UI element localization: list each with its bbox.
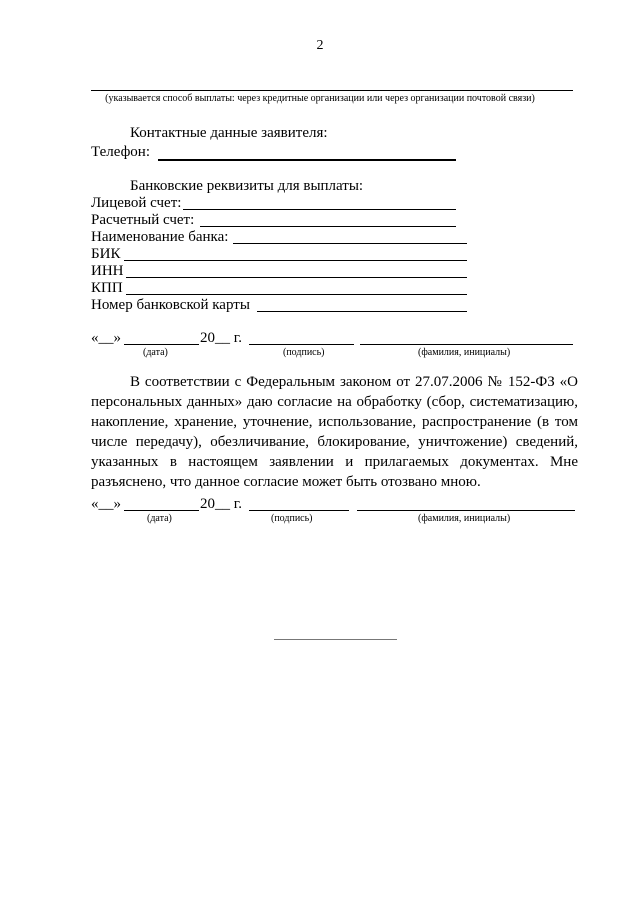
date-year-2: 20__ г. xyxy=(200,496,242,512)
signature-field-2[interactable] xyxy=(249,510,349,511)
card-number-field[interactable] xyxy=(257,311,467,312)
date-month-field-2[interactable] xyxy=(124,510,199,511)
settlement-account-field[interactable] xyxy=(200,226,456,227)
consent-paragraph xyxy=(91,372,578,492)
bank-name-label: Наименование банка: xyxy=(91,229,229,245)
consent-text: В соответствии с Федеральным законом от 27.07.2006 № 152-ФЗ «О персональных данных» даю согласие на обработку (сбор, систематизацию, накопление, хранение, уточнение, использование, распространение (в том числе передачу), обезличивание, блокирование, уничтожение) сведений, указанных в настоящем заявлении и прилагаемых документах. Мне разъяснено, что данное согласие может быть отозвано мною. xyxy=(91,374,578,490)
card-number-label: Номер банковской карты xyxy=(91,297,250,313)
kpp-field[interactable] xyxy=(126,294,467,295)
end-separator xyxy=(274,639,397,640)
account-field[interactable] xyxy=(183,209,456,210)
date-day-1: «__» xyxy=(91,330,121,346)
settlement-account-label: Расчетный счет: xyxy=(91,212,195,228)
signature-caption-1: (подпись) xyxy=(283,347,325,358)
payment-method-line[interactable] xyxy=(91,90,573,91)
bank-name-field[interactable] xyxy=(233,243,467,244)
date-day-2: «__» xyxy=(91,496,121,512)
contact-heading: Контактные данные заявителя: xyxy=(130,125,328,141)
signature-field-1[interactable] xyxy=(249,344,354,345)
kpp-label: КПП xyxy=(91,280,123,296)
date-month-field-1[interactable] xyxy=(124,344,199,345)
date-year-1: 20__ г. xyxy=(200,330,242,346)
signature-caption-2: (подпись) xyxy=(271,513,313,524)
name-caption-2: (фамилия, инициалы) xyxy=(418,513,511,524)
date-caption-2: (дата) xyxy=(147,513,172,524)
bik-label: БИК xyxy=(91,246,121,262)
inn-field[interactable] xyxy=(126,277,467,278)
name-field-2[interactable] xyxy=(357,510,575,511)
payment-method-hint: (указывается способ выплаты: через кредитные организации или через организации почтовой связи) xyxy=(105,93,535,104)
name-caption-1: (фамилия, инициалы) xyxy=(418,347,511,358)
name-field-1[interactable] xyxy=(360,344,573,345)
bik-field[interactable] xyxy=(124,260,467,261)
inn-label: ИНН xyxy=(91,263,124,279)
bank-heading: Банковские реквизиты для выплаты: xyxy=(130,178,364,194)
account-label: Лицевой счет: xyxy=(91,195,182,211)
date-caption-1: (дата) xyxy=(143,347,168,358)
phone-label: Телефон: xyxy=(91,144,150,160)
page-number: 2 xyxy=(316,38,324,53)
phone-field[interactable] xyxy=(158,159,456,161)
